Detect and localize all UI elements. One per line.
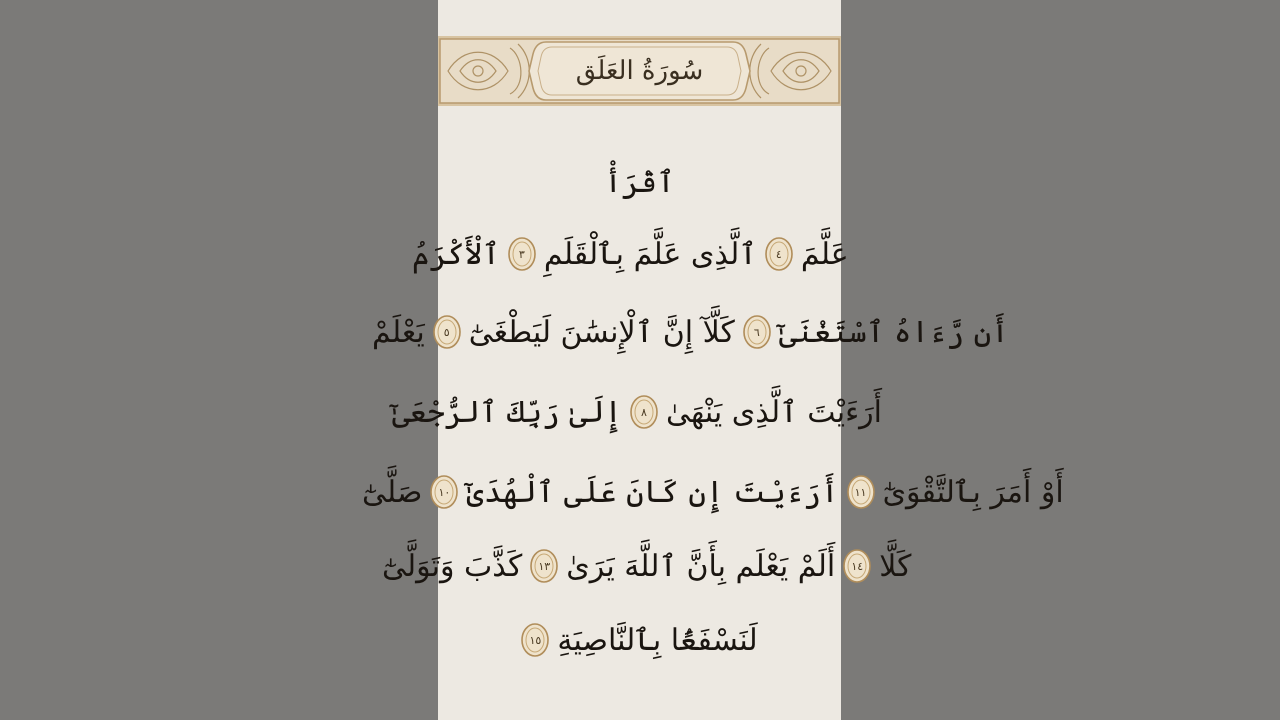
verse-line-3 <box>368 306 1013 358</box>
ayah-number-marker <box>429 473 459 511</box>
verse-text: أَوْ أَمَرَ بِٱلتَّقْوَىٰٓ <box>882 474 1064 510</box>
ayah-number: ١٥ <box>529 633 542 647</box>
verse-text: كَلَّا <box>879 548 912 584</box>
ayah-number: ١٠ <box>438 485 451 499</box>
verse-text: لَنَسْفَعًۢا بِٱلنَّاصِيَةِ <box>557 622 758 658</box>
verse-line-4 <box>388 386 886 438</box>
verse-text: كَذَّبَ وَتَوَلَّىٰٓ <box>382 548 523 584</box>
verse-text: أَرَءَيْتَ ٱلَّذِى يَنْهَىٰ <box>666 394 883 430</box>
verse-text: إِلَىٰ رَبِّكَ ٱلرُّجْعَىٰٓ <box>392 394 623 430</box>
verse-text: يَعْلَمْ <box>372 314 425 350</box>
ayah-number: ١١ <box>854 485 867 499</box>
ayah-number-marker <box>520 621 550 659</box>
ayah-number-marker <box>846 473 876 511</box>
ayah-number-marker <box>432 313 462 351</box>
ayah-number-marker <box>764 235 794 273</box>
verse-text: عَلَّمَ <box>800 236 849 272</box>
verse-text: أَن رَّءَاهُ ٱسْتَغْنَىٰٓ <box>778 314 1009 350</box>
verse-line-2 <box>408 228 853 280</box>
verse-text: أَلَمْ يَعْلَم بِأَنَّ ٱللَّهَ يَرَىٰ <box>566 548 836 584</box>
ayah-number-marker <box>507 235 537 273</box>
ayah-number-marker <box>529 547 559 585</box>
ayah-number: ٣ <box>518 247 525 261</box>
verse-text: ٱلَّذِى عَلَّمَ بِٱلْقَلَمِ <box>543 236 757 272</box>
quran-page <box>362 0 1064 720</box>
verse-text: صَلَّىٰٓ <box>362 474 423 510</box>
ayah-number: ٦ <box>753 325 760 339</box>
verse-text: ٱقْرَأْ <box>604 164 675 200</box>
verse-text: أَرَءَيْتَ إِن كَانَ عَلَى ٱلْهُدَىٰٓ <box>466 474 839 510</box>
surah-title: سُورَةُ العَلَق <box>575 56 704 86</box>
verse-line-6 <box>378 540 915 592</box>
ayah-number: ٥ <box>443 325 450 339</box>
verse-text: كَلَّآ إِنَّ ٱلْإِنسَٰنَ لَيَطْغَىٰٓ <box>468 314 735 350</box>
verse-line-1 <box>438 156 841 208</box>
ayah-number: ١٣ <box>538 559 551 573</box>
ayah-number: ٨ <box>641 405 647 419</box>
ayah-number-marker <box>742 313 772 351</box>
ayah-number-marker <box>629 393 659 431</box>
ayah-number: ١٤ <box>851 559 864 573</box>
ayah-number-marker <box>842 547 872 585</box>
verse-text: ٱلْأَكْرَمُ <box>412 236 500 272</box>
verse-line-5 <box>358 466 1068 518</box>
ayah-number: ٤ <box>775 247 782 261</box>
verse-line-7 <box>438 614 841 666</box>
